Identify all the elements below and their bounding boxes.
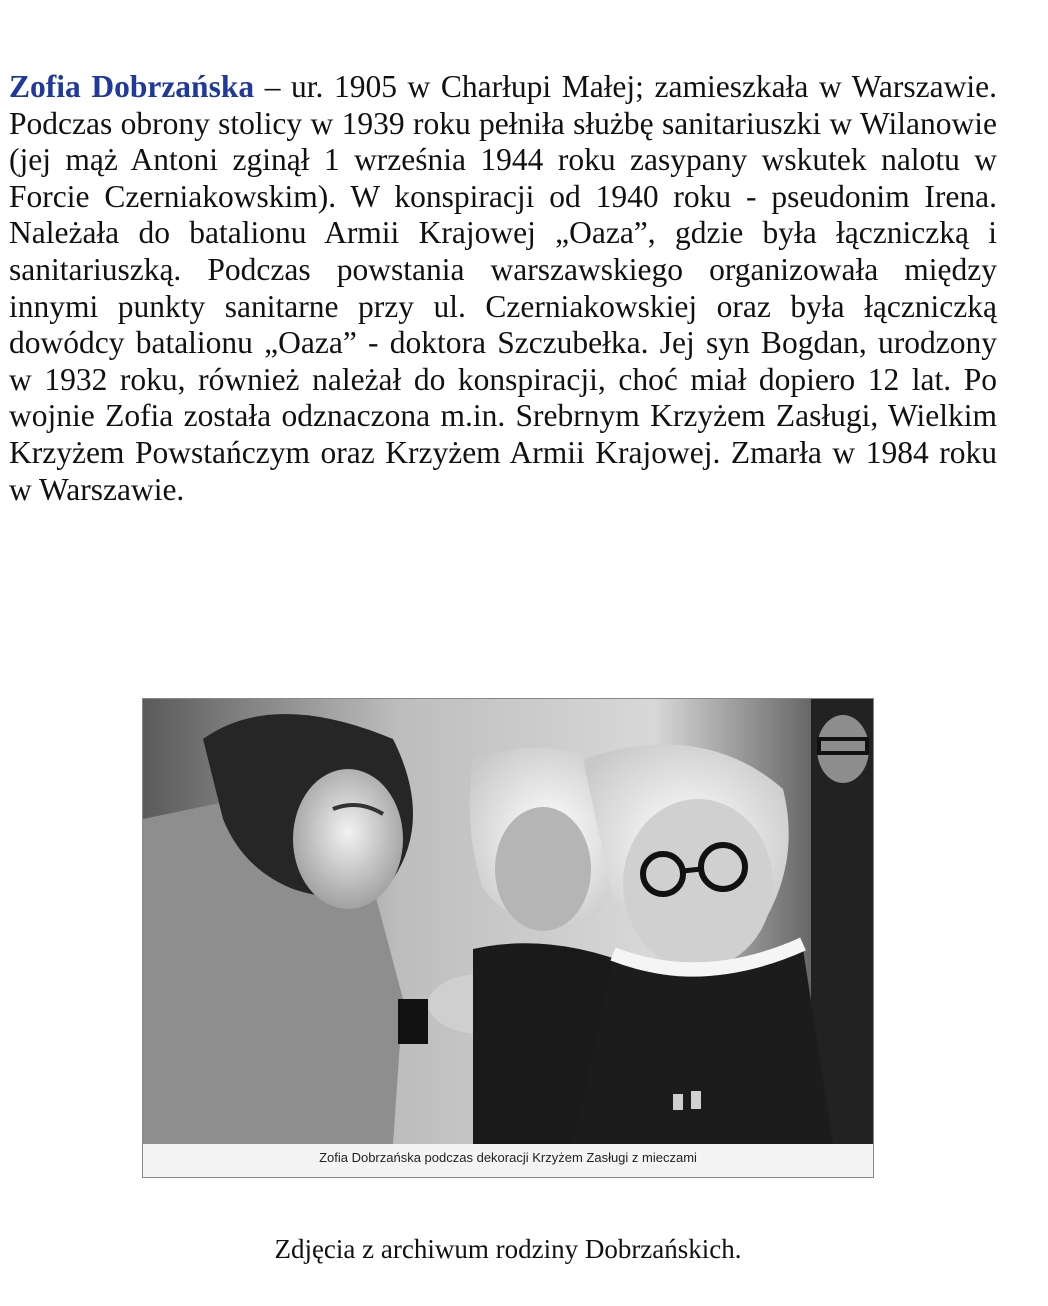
photo-source-note: Zdjęcia z archiwum rodziny Dobrzańskich. — [274, 1234, 742, 1264]
biography-paragraph — [9, 69, 997, 508]
photo-caption: Zofia Dobrzańska podczas dekoracji Krzyżem Zasługi z mieczami — [319, 1150, 697, 1165]
biography-text: – ur. 1905 w Charłupi Małej; zamieszkała w Warszawie. Podczas obrony stolicy w 1939 roku pełniła służbę sanitariuszki w Wilanowie (jej mąż Antoni zginął 1 września 1944 roku zasypany wskutek nalotu w Forcie Czerniakowskim). W konspiracji od 1940 roku - pseudonim Irena. Należała do batalionu Armii Krajowej „Oaza”, gdzie była łączniczką i sanitariuszką. Podczas powstania warszawskiego organizowała między innymi punkty sanitarne przy ul. Czerniakowskiej oraz była łączniczką dowódcy batalionu „Oaza” - doktora Szczubełka. Jej syn Bogdan, urodzony w 1932 roku, również należał do konspiracji, choć miał dopiero 12 lat. Po wojnie Zofia została odznaczona m.in. Srebrnym Krzyżem Zasługi, Wielkim Krzyżem Powstańczym oraz Krzyżem Armii Krajowej. Zmarła w 1984 roku w Warszawie. — [9, 69, 997, 507]
person-name: Zofia Dobrzańska — [9, 69, 255, 104]
photo-illustration — [143, 699, 873, 1144]
archival-photo — [142, 698, 874, 1178]
